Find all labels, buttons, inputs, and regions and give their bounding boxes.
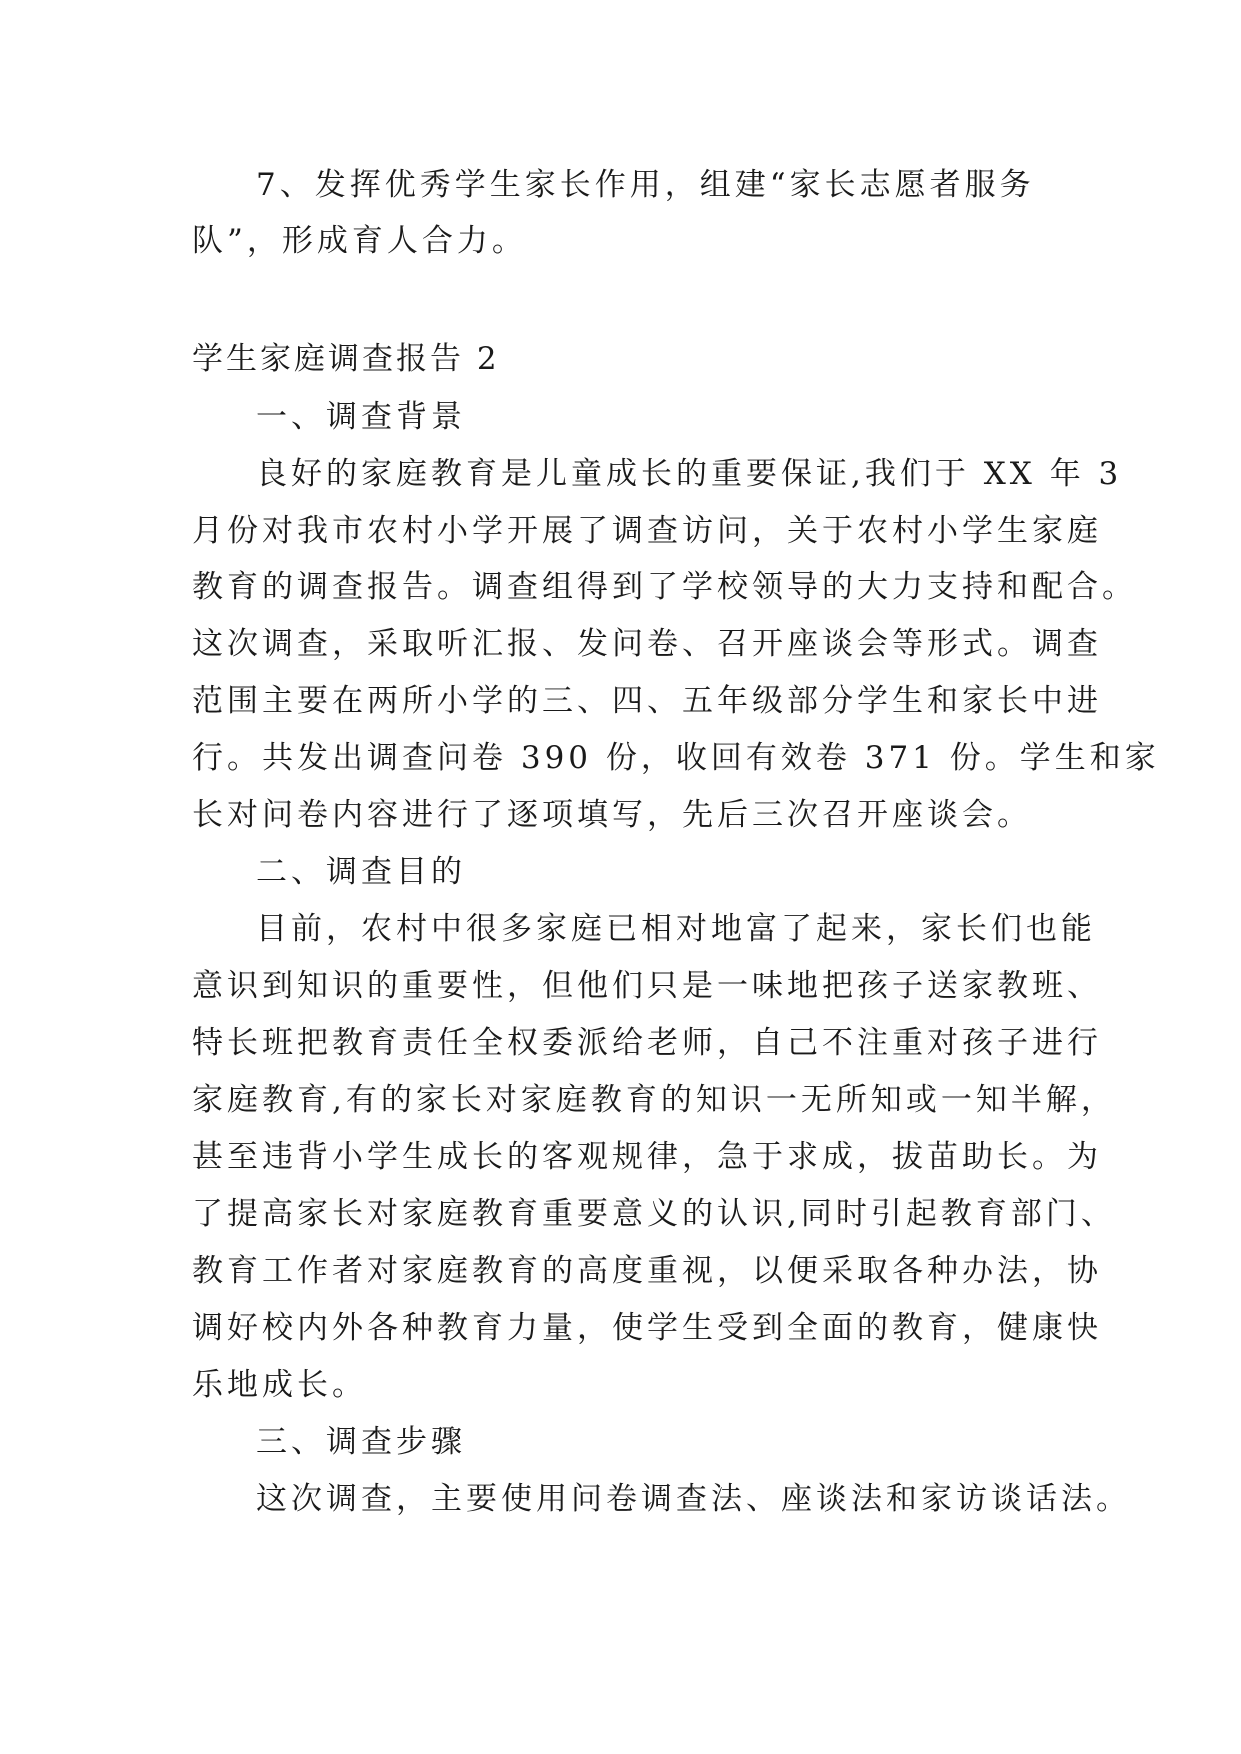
section-heading-purpose: 二、调查目的 <box>256 854 466 890</box>
paragraph-line: 范围主要在两所小学的三、四、五年级部分学生和家长中进 <box>192 683 1102 719</box>
paragraph-line: 甚至违背小学生成长的客观规律，急于求成，拔苗助长。为 <box>192 1139 1102 1175</box>
paragraph-line: 7、发挥优秀学生家长作用，组建“家长志愿者服务 <box>256 167 1035 203</box>
paragraph-line: 乐地成长。 <box>192 1367 367 1403</box>
section-heading-background: 一、调查背景 <box>256 399 466 435</box>
paragraph-line: 长对问卷内容进行了逐项填写，先后三次召开座谈会。 <box>192 797 1032 833</box>
paragraph-line: 月份对我市农村小学开展了调查访问，关于农村小学生家庭 <box>192 513 1102 549</box>
report-title: 学生家庭调查报告 2 <box>192 341 500 377</box>
paragraph-line: 目前，农村中很多家庭已相对地富了起来，家长们也能 <box>256 911 1096 947</box>
paragraph-line: 行。共发出调查问卷 390 份，收回有效卷 371 份。学生和家 <box>192 740 1160 776</box>
paragraph-line: 调好校内外各种教育力量，使学生受到全面的教育，健康快 <box>192 1310 1102 1346</box>
paragraph-line: 家庭教育,有的家长对家庭教育的知识一无所知或一知半解， <box>192 1082 1116 1118</box>
paragraph-line: 特长班把教育责任全权委派给老师，自己不注重对孩子进行 <box>192 1025 1102 1061</box>
paragraph-line: 良好的家庭教育是儿童成长的重要保证,我们于 XX 年 3 <box>256 456 1123 492</box>
paragraph-line: 队”，形成育人合力。 <box>192 223 527 259</box>
paragraph-line: 这次调查，主要使用问卷调查法、座谈法和家访谈话法。 <box>256 1481 1131 1517</box>
paragraph-line: 意识到知识的重要性，但他们只是一味地把孩子送家教班、 <box>192 968 1102 1004</box>
paragraph-line: 了提高家长对家庭教育重要意义的认识,同时引起教育部门、 <box>192 1196 1116 1232</box>
paragraph-line: 教育工作者对家庭教育的高度重视，以便采取各种办法，协 <box>192 1253 1102 1289</box>
paragraph-line: 这次调查，采取听汇报、发问卷、召开座谈会等形式。调查 <box>192 626 1102 662</box>
paragraph-line: 教育的调查报告。调查组得到了学校领导的大力支持和配合。 <box>192 569 1137 605</box>
section-heading-steps: 三、调查步骤 <box>256 1424 466 1460</box>
